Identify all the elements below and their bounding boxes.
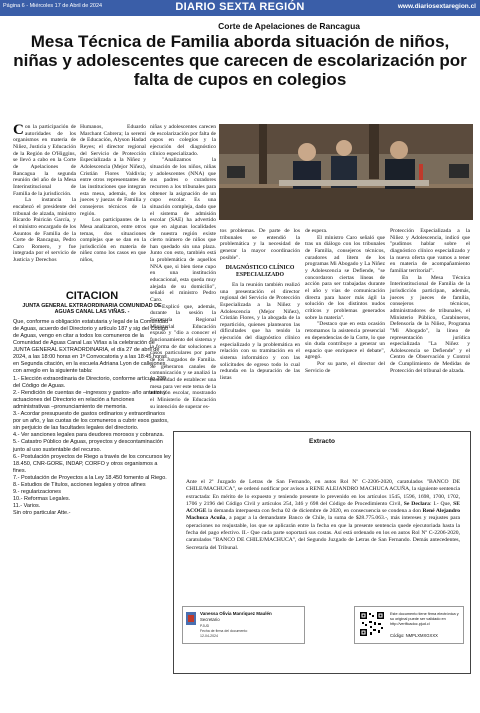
court-seal-icon bbox=[186, 612, 196, 625]
article-column-1 bbox=[13, 124, 76, 264]
paragraph: Explicó que, además, durante la sesión la Secretaría Regional Ministerial Educación expuso y "dio a conocer el funcionamiento del sistema y la forma de dar soluciones a casos particulares por parte de los Juzgados de Familia. Se generaron canales de comunicación y se analizó la posibilidad de establecer una mesa para ver este tema de la admisión escolar, mostrando el Ministerio de Educación su intención de superar es- bbox=[150, 303, 216, 410]
paragraph: Humanos, Eduardo Marchant Cabrera; la seremi de Educación, Alyson Hadad Reyes; el director regional del Servicio de Protección Especializada a la Niñez y Adolescencia (Mejor Niñez), Cristián Flores Valdivia; entre otros representantes de las instituciones que integran esta mesa, además, de los jueces y juezas de Familia y consejeros técnicos de la región. bbox=[80, 124, 146, 217]
section-title: DIARIO SEXTA REGIÓN bbox=[175, 1, 305, 13]
paragraph: Por su parte, el director del Servicio de bbox=[305, 361, 385, 374]
extracto-bold: SE ACOGE bbox=[186, 500, 460, 515]
extracto-text: la demanda interpuesta con fecha 02 de diciembre de 2020, en consecuencia se condena a don bbox=[206, 508, 423, 515]
citation-item: 3.- Acordar presupuesto de gastos ordinarios y extraordinarios por un año, y las cuotas de los comuneros a cubrir esos gastos, sin perjuicio de las facultades legales del directorio. bbox=[13, 411, 169, 432]
citation-notice bbox=[13, 290, 171, 517]
article-kicker: Corte de Apelaciones de Rancagua bbox=[218, 21, 360, 31]
article-headline: Mesa Técnica de Familia aborda situación de niños, niñas y adolescentes que carecen de escolarización por falta de cupos en colegios bbox=[13, 32, 467, 89]
citation-title: CITACION bbox=[65, 290, 119, 302]
citation-body bbox=[13, 319, 171, 518]
extracto-text: , a pagar a la demandante Banco de Chile, la suma de $28.775.063.-, más intereses y reajustes para operaciones no reajustable, los que se aplicarán entre la fecha en que la presente sentencia quede ejecutoriada hasta la fecha del pago efectivo. II.- Que cada parte soportará sus costas. Así está ordenado en los en autos Rol Nº C-2206-2020, caratulados "BANCO DE CHILE/MACHUCA", del Segundo Juzgado de Letras de San Fernando. Demás antecedentes, Secretaria del Tribunal. bbox=[186, 515, 460, 551]
extracto-text: Ante el 2º Juzgado de Letras de San Fernando, en autos Rol Nº C-2206-2020, caratulados "BANCO DE CHILE/MACHUCA", se ordenó notificar por avisos a RENE ALEJANDRO MACHUCA ACUÑA, la siguiente sentencia extractada: En mérito de lo expuesto y teniendo presente lo prevenido en los artículos 1545, 1596, 1698, 1700, 1702, 1706 y 2196 del Código Civil y artículos 254, 346 y 698 del Código de Procedimiento Civil, bbox=[186, 479, 460, 507]
citation-item: 5.- Catastro Público de Aguas, proyectos y descontaminación junto al uso sustentable del recurso. bbox=[13, 439, 163, 453]
paragraph: El ministro Caro señaló que tras un diálogo con los tribunales de Familia, consejeros técnicos, curadores ad litem de los programas Mi Abogado y La Niñez y Adolescencia se Defiende, "se concordaron ciertas líneas de acción para ser trabajadas durante el año y vías de comunicación directa para hacer más ágil la solución de los distintos nudos críticos y problemas generados sobre la materia". bbox=[305, 234, 385, 321]
citation-subtitle: JUNTA GENERAL EXTRAORDINARIA COMUNIDAD DE AGUAS CANAL LAS VIÑAS. - bbox=[22, 303, 162, 316]
signer-court: PJUD bbox=[200, 624, 210, 628]
citation-item: 11.- Varios. bbox=[13, 503, 41, 510]
extracto-body bbox=[186, 479, 460, 552]
paragraph: En la Mesa Técnica Interinstitucional de Familia de la jurisdicción participan, además, jueces y jueces de familia, consejeros técnicos, administradores de tribunales, el Ministerio Público, Carabineros, Defensoría de la Niñez, Programa "Mi Abogado", la línea de representación jurídica especializada "La Niñez y Adolescencia se Defiende" y el Centro de Observación y Control de Cumplimiento de Medidas de Protección del tribunal de alzada. bbox=[390, 274, 470, 374]
citation-item: 9.- regularizaciones bbox=[13, 489, 61, 496]
meeting-photo-image bbox=[219, 124, 473, 220]
paragraph: tos problemas. De parte de los tribunales se entendió la problemática y la necesidad de generar la mayor coordinación posible". bbox=[220, 228, 300, 261]
citation-closing: Sin otro particular Atte.- bbox=[13, 510, 71, 517]
citation-intro: Que, conforme a obligación estatutaria y legal de la Comunidad de Aguas, acuerdo del Directorio y artículo 187 y sig del Código de Aguas, vengo en citar a todos los comuneros de la Comunidad de Aguas Canal Las Viñas a la celebración de JUNTA GENERAL EXTRAORDINARIA, el día 27 de abril de 2024, a las 18:00 horas en 1ª Convocatoria y a las 18:45 horas en Segunda citación, en la escuela Adriana Lyon de callejones, con arreglo en la siguiente tabla: bbox=[13, 318, 169, 375]
citation-item: 7.- Postulación de Proyectos a la Ley 18.450 fomento al Riego. bbox=[13, 474, 167, 481]
signature-date-label: Fecha de firma del documento bbox=[200, 629, 248, 633]
citation-item: 10.- Reformas Legales. bbox=[13, 496, 71, 503]
citation-item: 1.- Elección extraordinaria de Directorio, conforme artículo 230 del Código de Aguas. bbox=[13, 375, 166, 389]
verification-box bbox=[354, 606, 464, 644]
citation-item: 8.- Estudios de Títulos, acciones legales y otros afines bbox=[13, 481, 146, 488]
article-column-2 bbox=[80, 124, 146, 264]
paragraph: "Destaco que en esta ocasión retomamos la asistencia presencial en dependencias de la Corte, lo que sin duda contribuye a generar un espacio que enriquece el debate", agregó. bbox=[305, 321, 385, 361]
paragraph: En la reunión también realizó una presentación el director regional del Servicio de Protección Especializada a la Niñez y Adolescencia (Mejor Niñez), Cristián Flores, y la abogada de la repartición, quienes plantearon las dificultades que ha tenido la ejecución del diagnóstico clínico especializado y la problemática en relación con su tramitación en el sistema informático y con las solicitudes de egreso todo lo cual redunda en la depuración de las listas bbox=[220, 281, 300, 382]
extracto-bold: René Alejandro Machuca Acuña bbox=[186, 508, 461, 522]
citation-item: 6.- Postulación proyectos de Riego a través de los concursos ley 18.450, CNR-GORE, INDAP, CORFO y otros organismos a fines. bbox=[13, 453, 171, 474]
paragraph: "Analizamos la situación de los niños, niñas y adolescentes (NNA) que sus padres o curadores recurren a los tribunales para obtener la asignación de un cupo escolar. Es una situación compleja, dado que el sistema de admisión escolar (SAE) ha advertido que en algunas localidades de nuestra región existe cierto número de niños que han quedado sin una plaza. Junto con esto, también está la problemática de aquellos NNA que, si bien tiene cupo en una institución educacional, esta queda muy alejada de su domicilio", señaló el ministro Pedro Caro. bbox=[150, 157, 216, 304]
citation-item: 2.- Rendición de cuentas de –ingresos y gastos- año anterior y actuaciones del Directorio en relación a funciones administrativas –pronunciamiento de memoria. bbox=[13, 389, 166, 410]
article-subhead: DIAGNÓSTICO CLÍNICO ESPECIALIZADO bbox=[225, 265, 295, 279]
extracto-bold: Se Declara bbox=[403, 500, 430, 507]
paragraph: La instancia la encabezó el presidente del tribunal de alzada, ministro Ricardo Pairicán García, y el ministro encargado de los Asuntos de Familia de la Corte de Rancagua, Pedro Caro Romero, y fue integrada por el servicio de Justicia y Derechos bbox=[13, 197, 76, 264]
page-info: Página 6 - Miércoles 17 de Abril de 2024 bbox=[3, 3, 103, 9]
signer-role: Secretario bbox=[200, 617, 220, 622]
article-column-5 bbox=[305, 228, 385, 374]
qr-code-icon bbox=[359, 611, 385, 637]
signature-date: 12-04-2024 bbox=[200, 634, 218, 638]
extracto-title: Extracto bbox=[308, 438, 335, 445]
paragraph: Los participantes de la Mesa analizaron, entre otros temas, dos situaciones complejas que se dan en la jurisdicción en materia de niñez como los casos en que niños, bbox=[80, 217, 146, 264]
paragraph: de espera. bbox=[305, 228, 328, 234]
article-column-4 bbox=[220, 228, 300, 382]
citation-item: 4.- Ver sanciones legales para deudores morosos y cobranza. bbox=[13, 432, 165, 439]
meeting-photo bbox=[219, 124, 473, 220]
paragraph: niñas y adolescentes carecen de escolarización por falta de cupos en colegios y la ejecución del diagnóstico clínico especializado. bbox=[150, 124, 216, 157]
extracto-notice bbox=[173, 431, 471, 674]
signer-name: Vanessa Olivia Manriquez Maulén bbox=[200, 611, 272, 616]
website-link[interactable]: www.diariosextaregion.cl bbox=[397, 3, 476, 10]
dropcap: C bbox=[13, 122, 24, 138]
paragraph: on la participación de autoridades de los organismos en materia de Niñez, Justicia y Educación de la Región de O'Higgins, se llevó a cabo en la Corte de Apelaciones de Rancagua la segunda reunión del año de la Mesa Interinstitucional de Familia de la jurisdicción. bbox=[13, 124, 76, 197]
signature-box bbox=[182, 606, 305, 644]
extracto-text: : I.- Que, bbox=[429, 500, 454, 507]
article-column-6 bbox=[390, 228, 470, 374]
verification-text: Este documento tiene firma electrónica y su original puede ser validado en http://verificadoc.pjud.cl bbox=[390, 612, 459, 626]
verification-code: Código: NMPLXMXGXXX bbox=[390, 633, 438, 638]
paragraph: Protección Especializada a la Niñez y Adolescencia, indicó que "pudimos hablar sobre el diagnóstico clínico especializado y la nueva oferta que vamos a tener en materia de acompañamiento familiar territorial". bbox=[390, 228, 470, 274]
masthead bbox=[0, 0, 480, 16]
